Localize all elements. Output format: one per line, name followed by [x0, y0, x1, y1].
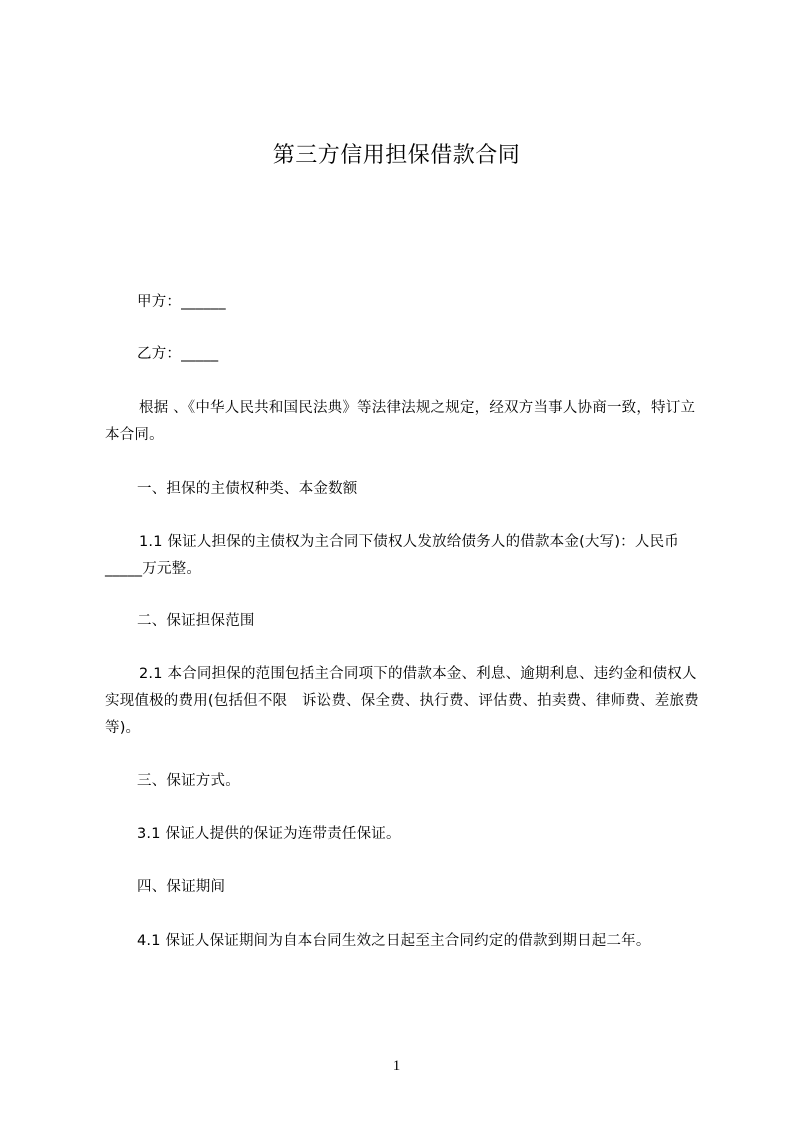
section-1-heading: 一、担保的主债权种类、本金数额: [137, 481, 358, 497]
party-a-line: 甲方：______: [137, 294, 226, 310]
section-2-heading: 二、保证担保范围: [137, 613, 255, 629]
section-3-heading: 三、保证方式。: [137, 773, 240, 789]
clause-3-1: 3.1 保证人提供的保证为连带责任保证。: [137, 826, 401, 842]
clause-4-1: 4.1 保证人保证期间为自本台同生效之日起至主合同约定的借款到期日起二年。: [137, 933, 651, 949]
page-number: 1: [392, 1058, 401, 1074]
section-4-heading: 四、保证期间: [137, 879, 226, 895]
preamble-paragraph: 根据 、《中华人民共和国民法典》等法律法规之规定，经双方当事人协商一致，特订立本合同。: [105, 400, 696, 443]
party-b-line: 乙方：_____: [137, 346, 219, 362]
clause-2-1: 2.1 本合同担保的范围包括主合同项下的借款本金、利息、逾期利息、违约金和债权人实现值极的费用(包括但不限 诉讼费、保全费、执行费、评估费、拍卖费、律师费、差旅费等)。: [105, 666, 699, 736]
document-title: 第三方信用担保借款合同: [272, 143, 521, 168]
clause-1-1: 1.1 保证人担保的主债权为主合同下债权人发放给债务人的借款本金(大写)：人民币_____万元整。: [105, 534, 679, 577]
